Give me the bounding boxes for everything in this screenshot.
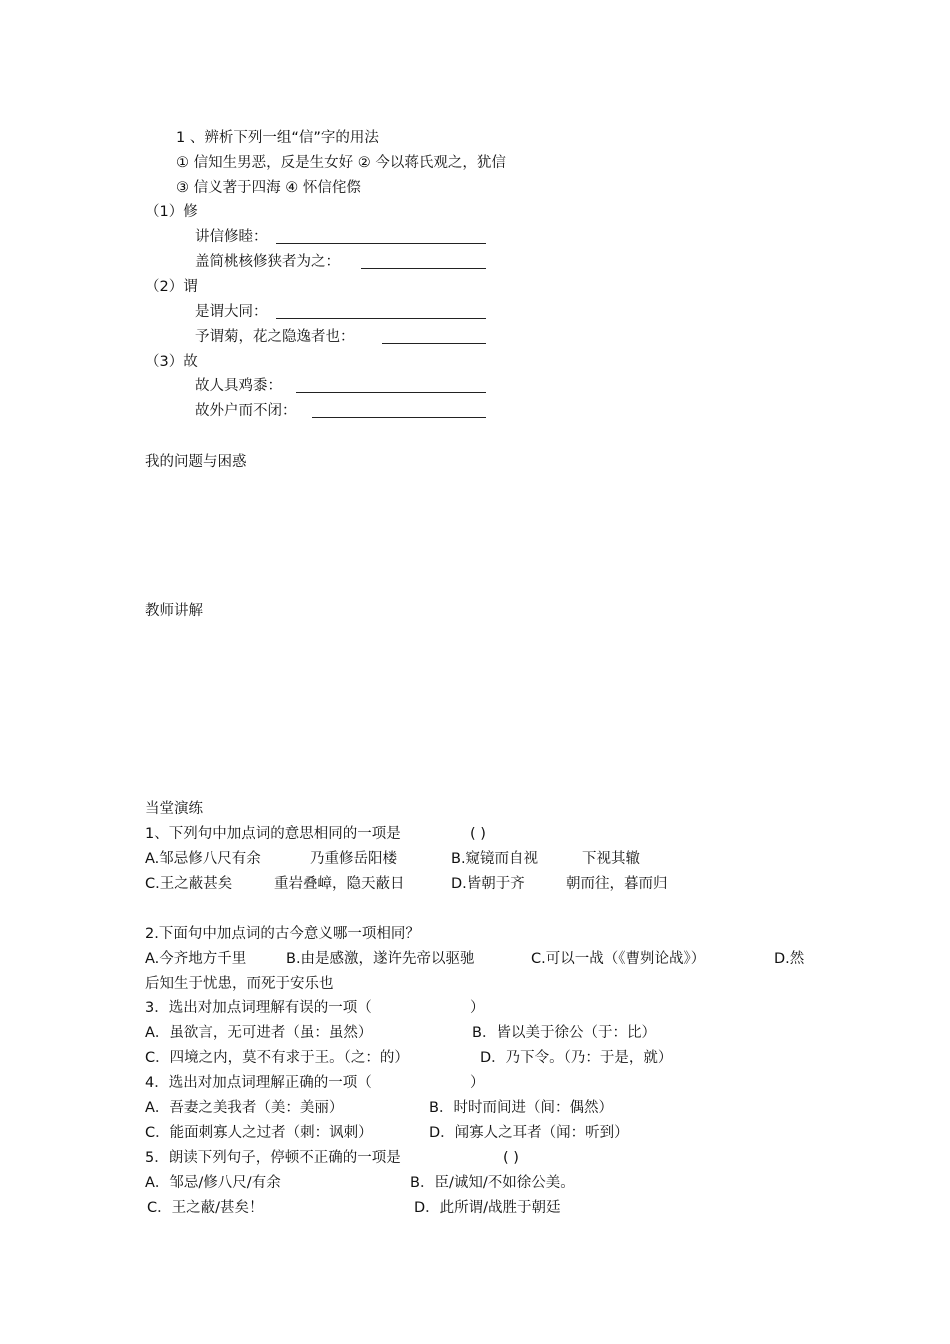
q1-option-b1: B.窥镜而自视 <box>451 851 539 867</box>
fill-item-prompt: 盖简桃核修狭者为之： <box>195 254 340 270</box>
answer-blank[interactable] <box>382 329 486 344</box>
q3-option-b: B．皆以美于徐公（于：比） <box>472 1025 656 1041</box>
q2-option-c: C.可以一战（《曹刿论战》） <box>531 951 706 967</box>
q4-option-b: B．时时而间进（间：偶然） <box>429 1100 613 1116</box>
q1-option-c2: 重岩叠嶂，隐天蔽日 <box>274 876 405 892</box>
q1-option-b2: 下视其辙 <box>582 851 640 867</box>
answer-blank[interactable] <box>276 229 486 244</box>
group-heading-xiu: （1）修 <box>145 204 198 220</box>
answer-blank[interactable] <box>312 403 486 418</box>
q1-option-d2: 朝而往，暮而归 <box>566 876 668 892</box>
answer-blank[interactable] <box>361 254 486 269</box>
section-teacher: 教师讲解 <box>145 603 203 619</box>
q3-option-d: D．乃下令。（乃：于是，就） <box>480 1050 673 1066</box>
fill-item-prompt: 讲信修睦： <box>195 229 268 245</box>
q2-option-d-continued: 后知生于忧患，而死于安乐也 <box>145 976 334 992</box>
q3-option-c: C．四境之内，莫不有求于王。（之：的） <box>145 1050 409 1066</box>
q2-option-b: B.由是感激，遂许先帝以驱驰 <box>286 951 475 967</box>
fill-item <box>195 327 355 347</box>
group-heading-wei: （2）谓 <box>145 279 198 295</box>
fill-item-prompt: 故人具鸡黍： <box>195 378 282 394</box>
q2-stem: 2.下面句中加点词的古今意义哪一项相同？ <box>145 926 420 942</box>
q4-option-d: D．闻寡人之耳者（闻：听到） <box>429 1125 629 1141</box>
fill-item-prompt: 故外户而不闭： <box>195 403 297 419</box>
fill-item-prompt: 是谓大同： <box>195 304 268 320</box>
q3-stem: 3．选出对加点词理解有误的一项（ <box>145 1000 372 1016</box>
q1-option-a1: A.邹忌修八尺有余 <box>145 851 261 867</box>
answer-blank[interactable] <box>296 378 486 393</box>
exercise-title: 1 、辨析下列一组“信”字的用法 <box>176 130 379 146</box>
q4-option-c: C．能面刺寡人之过者（刺：讽刺） <box>145 1125 373 1141</box>
q2-option-d: D.然 <box>774 951 805 967</box>
q2-option-a: A.今齐地方千里 <box>145 951 247 967</box>
fill-item <box>195 401 297 421</box>
q4-option-a: A．吾妻之美我者（美：美丽） <box>145 1100 344 1116</box>
q4-stem: 4．选出对加点词理解正确的一项（ <box>145 1075 372 1091</box>
q1-option-c1: C.王之蔽甚矣 <box>145 876 233 892</box>
q5-option-b: B．臣/诚知/不如徐公美。 <box>410 1175 575 1191</box>
fill-item <box>195 302 268 322</box>
q1-stem: 1、下列句中加点词的意思相同的一项是 <box>145 826 401 842</box>
q5-answer-bracket[interactable]: ( ) <box>503 1150 519 1166</box>
q1-answer-bracket[interactable]: ( ) <box>470 826 486 842</box>
q5-option-a: A．邹忌/修八尺/有余 <box>145 1175 281 1191</box>
fill-item-prompt: 予谓菊，花之隐逸者也： <box>195 329 355 345</box>
fill-item <box>195 376 282 396</box>
q1-option-a2: 乃重修岳阳楼 <box>310 851 397 867</box>
exercise-options-row-2: ③ 信义著于四海 ④ 怀信侘傺 <box>176 180 361 196</box>
q1-option-d1: D.皆朝于齐 <box>451 876 525 892</box>
fill-item <box>195 227 268 247</box>
q3-answer-bracket[interactable]: ） <box>470 1000 485 1016</box>
answer-blank[interactable] <box>276 304 486 319</box>
section-questions: 我的问题与困惑 <box>145 454 247 470</box>
q4-answer-bracket[interactable]: ） <box>470 1075 485 1091</box>
q5-stem: 5．朗读下列句子，停顿不正确的一项是 <box>145 1150 401 1166</box>
q5-option-d: D．此所谓/战胜于朝廷 <box>414 1200 561 1216</box>
q3-option-a: A．虽欲言，无可进者（虽：虽然） <box>145 1025 373 1041</box>
exercise-options-row-1: ① 信知生男恶，反是生女好 ② 今以蒋氏观之，犹信 <box>176 155 506 171</box>
group-heading-gu: （3）故 <box>145 354 198 370</box>
fill-item <box>195 252 340 272</box>
section-practice: 当堂演练 <box>145 801 203 817</box>
q5-option-c: C．王之蔽/甚矣！ <box>147 1200 264 1216</box>
